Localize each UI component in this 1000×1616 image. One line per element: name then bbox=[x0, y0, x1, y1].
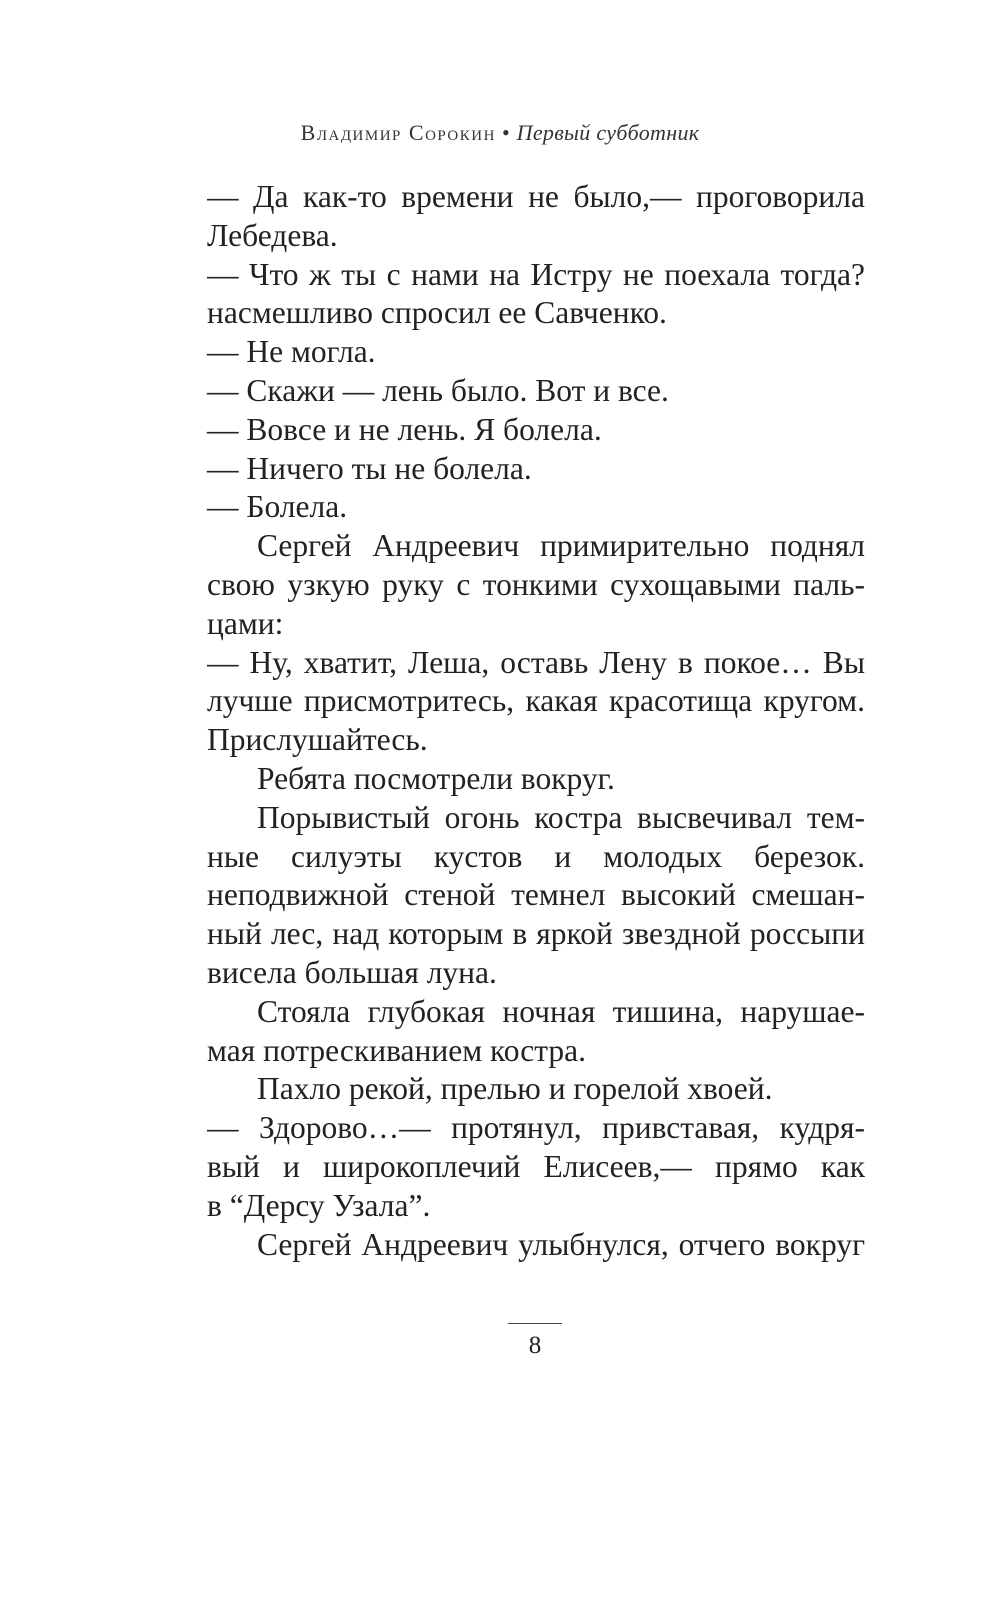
body-text bbox=[207, 178, 865, 1264]
text-line: ный лес, над которым в яркой звездной россыпи bbox=[207, 916, 865, 952]
footer-rule bbox=[508, 1323, 562, 1324]
header-separator: • bbox=[501, 120, 511, 145]
text-line: висела большая луна. bbox=[207, 954, 497, 990]
text-line: свою узкую руку с тонкими сухощавыми паль- bbox=[207, 566, 865, 602]
header-author: Владимир Сорокин bbox=[300, 120, 496, 145]
text-line: ные силуэты кустов и молодых березок. bbox=[207, 838, 865, 874]
text-line: лучше присмотритесь, какая красотища кругом. bbox=[207, 683, 865, 719]
text-line: Сергей Андреевич примирительно поднял bbox=[257, 528, 865, 564]
text-line: — Здорово…— протянул, привставая, кудря- bbox=[207, 1110, 865, 1146]
text-line: в “Дерсу Узала”. bbox=[207, 1187, 431, 1223]
text-line: насмешливо спросил ее Савченко. bbox=[207, 295, 667, 331]
page-number: 8 bbox=[528, 1332, 542, 1359]
header-book-title: Первый субботник bbox=[516, 120, 700, 145]
text-line: — Да как-то времени не было,— проговорила bbox=[207, 179, 865, 214]
text-line: Ребята посмотрели вокруг. bbox=[257, 760, 615, 796]
text-line: Лебедева. bbox=[207, 217, 338, 253]
text-line: вый и широкоплечий Елисеев,— прямо как bbox=[207, 1148, 865, 1184]
text-line: — Скажи — лень было. Вот и все. bbox=[207, 372, 669, 408]
text-line: — Ну, хватит, Леша, оставь Лену в покое… Вы bbox=[207, 644, 865, 680]
text-line: цами: bbox=[207, 605, 284, 641]
text-line: мая потрескиванием костра. bbox=[207, 1032, 586, 1068]
text-line: Порывистый огонь костра высвечивал тем- bbox=[257, 799, 865, 835]
running-header bbox=[0, 120, 1000, 146]
text-line: Прислушайтесь. bbox=[207, 722, 428, 758]
text-line: Стояла глубокая ночная тишина, нарушае- bbox=[257, 993, 865, 1029]
text-line: — Что ж ты с нами на Истру не поехала тогда? bbox=[207, 256, 865, 292]
text-line: Пахло рекой, прелью и горелой хвоей. bbox=[257, 1071, 773, 1107]
text-line: — Болела. bbox=[207, 489, 348, 525]
text-line: — Ничего ты не болела. bbox=[207, 450, 532, 486]
text-line: — Не могла. bbox=[207, 334, 376, 370]
text-line: неподвижной стеной темнел высокий смешан- bbox=[207, 877, 865, 913]
text-line: Сергей Андреевич улыбнулся, отчего вокруг bbox=[257, 1226, 865, 1262]
text-line: — Вовсе и не лень. Я болела. bbox=[207, 411, 602, 447]
